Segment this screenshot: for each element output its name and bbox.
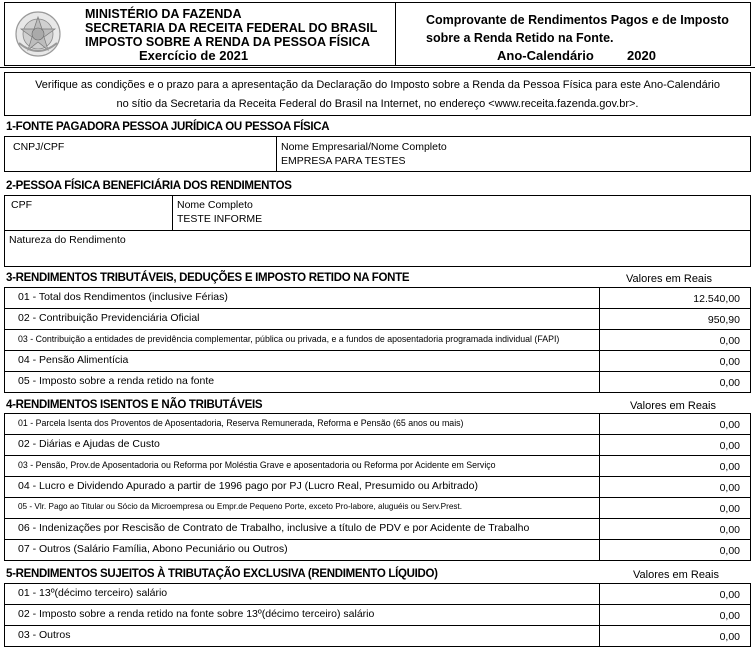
row-value: 0,00 (719, 461, 740, 473)
row-value: 0,00 (719, 419, 740, 431)
document-title-line2: sobre a Renda Retido na Fonte. (426, 31, 614, 45)
row-description: 03 - Contribuição a entidades de previdência complementar, pública ou privada, e a fundos de aposentadoria programada individual (FAPI) (18, 334, 560, 344)
row-value: 0,00 (719, 524, 740, 536)
section3-valores-label: Valores em Reais (626, 273, 712, 285)
section2-box (4, 195, 751, 267)
row-value: 0,00 (719, 482, 740, 494)
table-row (4, 605, 751, 626)
row-description: 06 - Indenizações por Rescisão de Contrato de Trabalho, inclusive a título de PDV e por Acidente de Trabalho (18, 522, 530, 534)
ministry-name: MINISTÉRIO DA FAZENDA (85, 7, 242, 21)
row-value: 12.540,00 (693, 293, 740, 305)
column-divider (599, 626, 600, 646)
row-description: 01 - Total dos Rendimentos (inclusive Férias) (18, 291, 228, 303)
section1-divider (276, 137, 277, 171)
fonte-nome-value: EMPRESA PARA TESTES (281, 155, 406, 167)
row-description: 07 - Outros (Salário Família, Abono Pecuniário ou Outros) (18, 543, 288, 555)
column-divider (599, 519, 600, 539)
ano-calendario-row (426, 47, 729, 65)
header-divider (0, 67, 755, 68)
table-row (4, 456, 751, 477)
row-value: 0,00 (719, 631, 740, 643)
column-divider (599, 498, 600, 518)
row-value: 0,00 (719, 589, 740, 601)
fonte-nome-label: Nome Empresarial/Nome Completo (281, 141, 447, 153)
row-description: 03 - Outros (18, 629, 71, 641)
tax-name: IMPOSTO SOBRE A RENDA DA PESSOA FÍSICA (85, 35, 370, 49)
row-description: 04 - Pensão Alimentícia (18, 354, 129, 366)
header-left-panel (4, 2, 396, 66)
row-value: 0,00 (719, 335, 740, 347)
natureza-label: Natureza do Rendimento (9, 234, 126, 246)
table-row (4, 519, 751, 540)
table-row (4, 498, 751, 519)
header-agency-block (85, 7, 377, 63)
section5-valores-label: Valores em Reais (633, 569, 719, 581)
table-row (4, 435, 751, 456)
secretariat-name: SECRETARIA DA RECEITA FEDERAL DO BRASIL (85, 21, 378, 35)
table-row (4, 540, 751, 561)
row-value: 0,00 (719, 610, 740, 622)
table-row (4, 477, 751, 498)
document-title-line1: Comprovante de Rendimentos Pagos e de Imposto (426, 13, 729, 27)
column-divider (599, 477, 600, 497)
row-value: 0,00 (719, 377, 740, 389)
section2-row-divider (5, 230, 750, 231)
cnpj-label: CNPJ/CPF (13, 141, 65, 153)
column-divider (599, 309, 600, 329)
notice-line1: Verifique as condições e o prazo para a apresentação da Declaração do Imposto sobre a Renda da Pessoa Física para este Ano-Calendário (35, 79, 720, 91)
row-value: 0,00 (719, 356, 740, 368)
table-row (4, 626, 751, 647)
column-divider (599, 330, 600, 350)
row-description: 01 - 13º(décimo terceiro) salário (18, 587, 168, 599)
brasao-republica-icon (13, 9, 63, 59)
column-divider (599, 435, 600, 455)
section4-valores-label: Valores em Reais (630, 400, 716, 412)
row-description: 03 - Pensão, Prov.de Aposentadoria ou Reforma por Moléstia Grave e aposentadoria ou Reforma por Acidente em Serviço (18, 460, 496, 470)
row-value: 950,90 (707, 314, 740, 326)
column-divider (599, 540, 600, 560)
column-divider (599, 351, 600, 371)
section2-title: 2-PESSOA FÍSICA BENEFICIÁRIA DOS RENDIMENTOS (6, 180, 292, 192)
column-divider (599, 584, 600, 604)
exercicio-label: Exercício de 2021 (139, 48, 249, 63)
section4-title: 4-RENDIMENTOS ISENTOS E NÃO TRIBUTÁVEIS (6, 399, 263, 411)
table-row (4, 372, 751, 393)
row-description: 05 - Vlr. Pago ao Titular ou Sócio da Microempresa ou Empr.de Pequeno Porte, exceto Pro-labore, aluguéis ou Serv.Prest. (18, 502, 463, 511)
row-description: 04 - Lucro e Dividendo Apurado a partir de 1996 pago por PJ (Lucro Real, Presumido ou Arbitrado) (18, 480, 478, 492)
column-divider (599, 288, 600, 308)
table-row (4, 287, 751, 309)
row-description: 05 - Imposto sobre a renda retido na fonte (18, 375, 215, 387)
table-row (4, 309, 751, 330)
column-divider (599, 456, 600, 476)
section1-title: 1-FONTE PAGADORA PESSOA JURÍDICA OU PESSOA FÍSICA (6, 121, 330, 133)
table-row (4, 351, 751, 372)
row-value: 0,00 (719, 503, 740, 515)
section3-title: 3-RENDIMENTOS TRIBUTÁVEIS, DEDUÇÕES E IMPOSTO RETIDO NA FONTE (6, 272, 410, 284)
document-title-block (426, 11, 729, 65)
row-description: 02 - Imposto sobre a renda retido na fonte sobre 13º(décimo terceiro) salário (18, 608, 375, 620)
table-row (4, 413, 751, 435)
beneficiario-nome-label: Nome Completo (177, 199, 253, 211)
column-divider (599, 605, 600, 625)
section5-title: 5-RENDIMENTOS SUJEITOS À TRIBUTAÇÃO EXCLUSIVA (RENDIMENTO LÍQUIDO) (6, 568, 438, 580)
row-description: 02 - Diárias e Ajudas de Custo (18, 438, 160, 450)
column-divider (599, 414, 600, 434)
table-row (4, 330, 751, 351)
notice-line2: no sítio da Secretaria da Receita Federal do Brasil na Internet, no endereço <www.receita.fazenda.gov.br>. (116, 98, 639, 110)
header-right-panel (395, 2, 751, 66)
table-row (4, 583, 751, 605)
row-description: 01 - Parcela Isenta dos Proventos de Aposentadoria, Reserva Remunerada, Reforma e Pensão (65 anos ou mais) (18, 418, 464, 428)
ano-calendario-label: Ano-Calendário (497, 48, 594, 63)
cpf-label: CPF (11, 199, 32, 211)
notice-box (4, 72, 751, 116)
section2-divider (172, 196, 173, 230)
row-description: 02 - Contribuição Previdenciária Oficial (18, 312, 200, 324)
section1-box (4, 136, 751, 172)
row-value: 0,00 (719, 545, 740, 557)
beneficiario-nome-value: TESTE INFORME (177, 213, 263, 225)
ano-calendario-value: 2020 (627, 48, 656, 63)
column-divider (599, 372, 600, 392)
row-value: 0,00 (719, 440, 740, 452)
